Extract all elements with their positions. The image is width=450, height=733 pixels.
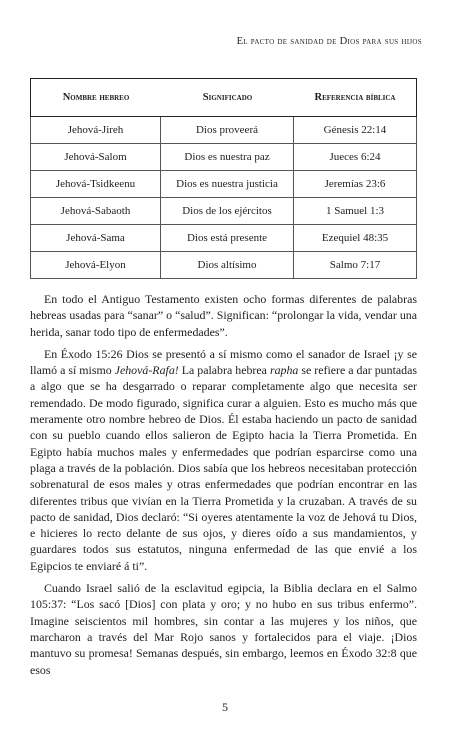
cell-hebrew-name: Jehová-Jireh xyxy=(30,117,161,144)
paragraph-2-text-b: La palabra hebrea xyxy=(178,363,270,378)
cell-hebrew-name: Jehová-Tsidkeenu xyxy=(30,171,161,198)
hebrew-word-italic: rapha xyxy=(269,363,299,378)
paragraph-3: Cuando Israel salió de la esclavitud egipcia, la Biblia declara en el Salmo 105:37: “Los sacó [Dios] con plata y oro; y no hubo en sus tribus enfermo”. Imagine seiscientos mil hombres, sin contar a las mujeres y los niños, que marcharon a través del Mar Rojo sanos y fortalecidos para el viaje. ¡Dios mantuvo su promesa! Semanas después, sin embargo, leemos en Éxodo 32:8 que esos xyxy=(30,581,417,677)
paragraph-2-text-c: se refiere a dar puntadas a algo que se ha desgarrado o reparar completamente algo que necesita ser remendado. De modo figurado, significa curar a alguien. Esto es mucho más que meramente otro nombre hebreo de Dios. Él estaba haciendo un pacto de sanidad con su pueblo cuando ellos salieron de Egipto hacia la Tierra Prometida. En Egipto había muchos males y enfermedades que podrían esparcirse como una plaga a través de la población. Dios sabía que los hebreos necesitaban protección sobrenatural de esos males y otras enfermedades que podrían encontrar en las diferentes tribus que vivían en la Tierra Prometida y la cruzaban. A través de su pacto de sanidad, Dios declaró: “Si oyeres atentamente la voz de Jehová tu Dios, e hicieres lo recto delante de sus ojos, y dieres oído a sus mandamientos, y guardares todos sus estatutos, ninguna enfermedad de las que envié a los Egipcios te enviaré á ti”. xyxy=(30,363,418,573)
header-bible-reference: Referencia bíblica xyxy=(294,78,417,117)
cell-meaning: Dios altísimo xyxy=(161,252,294,279)
cell-meaning: Dios es nuestra paz xyxy=(161,144,294,171)
body-text xyxy=(30,291,417,678)
cell-reference: Jueces 6:24 xyxy=(294,144,417,171)
table-row xyxy=(30,225,417,252)
page-number: 5 xyxy=(222,700,228,714)
cell-hebrew-name: Jehová-Sabaoth xyxy=(30,198,161,225)
cell-reference: Génesis 22:14 xyxy=(294,117,417,144)
paragraph-2-text-a: En Éxodo 15:26 Dios se presentó a sí mismo como el sanador de Israel ¡y se llamó a sí mismo xyxy=(30,346,417,378)
cell-meaning: Dios de los ejércitos xyxy=(161,198,294,225)
cell-meaning: Dios proveerá xyxy=(161,117,294,144)
header-hebrew-name: Nombre hebreo xyxy=(30,78,161,117)
table-row xyxy=(30,198,417,225)
cell-reference: Jeremías 23:6 xyxy=(294,171,417,198)
table-row xyxy=(30,144,417,171)
table-row xyxy=(30,171,417,198)
cell-meaning: Dios es nuestra justicia xyxy=(161,171,294,198)
cell-reference: Ezequiel 48:35 xyxy=(294,225,417,252)
cell-meaning: Dios está presente xyxy=(161,225,294,252)
header-meaning: Significado xyxy=(161,78,294,117)
cell-reference: Salmo 7:17 xyxy=(294,252,417,279)
cell-reference: 1 Samuel 1:3 xyxy=(294,198,417,225)
running-head: El pacto de sanidad de Dios para sus hijos xyxy=(236,36,422,47)
hebrew-names-table xyxy=(30,78,417,279)
cell-hebrew-name: Jehová-Sama xyxy=(30,225,161,252)
cell-hebrew-name: Jehová-Elyon xyxy=(30,252,161,279)
table-row xyxy=(30,117,417,144)
table-row xyxy=(30,252,417,279)
paragraph-1: En todo el Antiguo Testamento existen ocho formas diferentes de palabras hebreas usadas para “sanar” o “salud”. Significan: “prolongar la vida, vendar una herida, sanar todo tipo de enfermedades”. xyxy=(30,292,417,339)
table-header-row xyxy=(30,78,417,117)
paragraph-2 xyxy=(30,346,417,574)
divine-name-italic: Jehová-Rafa! xyxy=(114,363,179,378)
cell-hebrew-name: Jehová-Salom xyxy=(30,144,161,171)
